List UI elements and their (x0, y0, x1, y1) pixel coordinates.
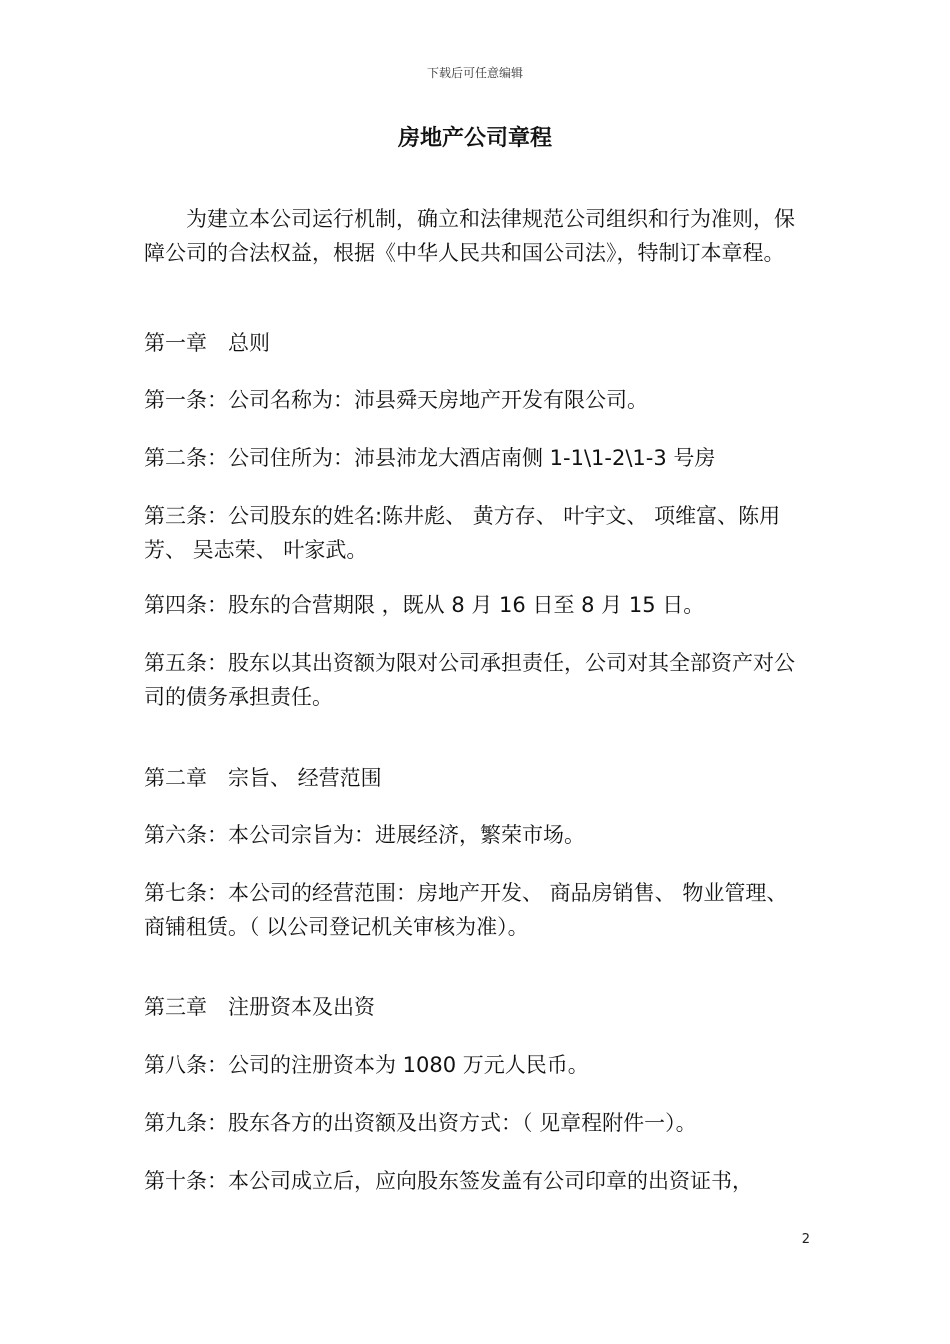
article-6: 第六条：本公司宗旨为：进展经济，繁荣市场。 (144, 823, 585, 847)
chapter-2-heading: 第二章 宗旨、 经营范围 (144, 766, 382, 790)
page-header: 下载后可任意编辑 (426, 66, 523, 80)
article-3: 第三条：公司股东的姓名:陈井彪、 黄方存、 叶宇文、 项维富、陈用芳、 吴志荣、 叶家武。 (144, 504, 781, 562)
article-9: 第九条：股东各方的出资额及出资方式：（ 见章程附件一）。 (144, 1111, 697, 1135)
article-10: 第十条：本公司成立后，应向股东签发盖有公司印章的出资证书， (144, 1169, 753, 1193)
article-7: 第七条：本公司的经营范围：房地产开发、 商品房销售、 物业管理、 商铺租赁。（ 以公司登记机关审核为准）。 (144, 881, 795, 939)
chapter-1-heading: 第一章 总则 (144, 331, 270, 355)
chapter-3-heading: 第三章 注册资本及出资 (144, 995, 375, 1019)
preamble-paragraph: 为建立本公司运行机制，确立和法律规范公司组织和行为准则，保障公司的合法权益，根据《中华人民共和国公司法》，特制订本章程。 (144, 207, 795, 265)
document-title: 房地产公司章程 (397, 126, 552, 151)
article-5: 第五条：股东以其出资额为限对公司承担责任，公司对其全部资产对公司的债务承担责任。 (144, 651, 795, 709)
article-8: 第八条：公司的注册资本为 1080 万元人民币。 (144, 1053, 589, 1077)
article-2: 第二条：公司住所为：沛县沛龙大酒店南侧 1-1\1-2\1-3 号房 (144, 446, 716, 470)
article-1: 第一条：公司名称为：沛县舜天房地产开发有限公司。 (144, 388, 648, 412)
article-4: 第四条：股东的合营期限 ，既从 8 月 16 日至 8 月 15 日。 (144, 593, 705, 617)
page-number: 2 (801, 1232, 810, 1247)
